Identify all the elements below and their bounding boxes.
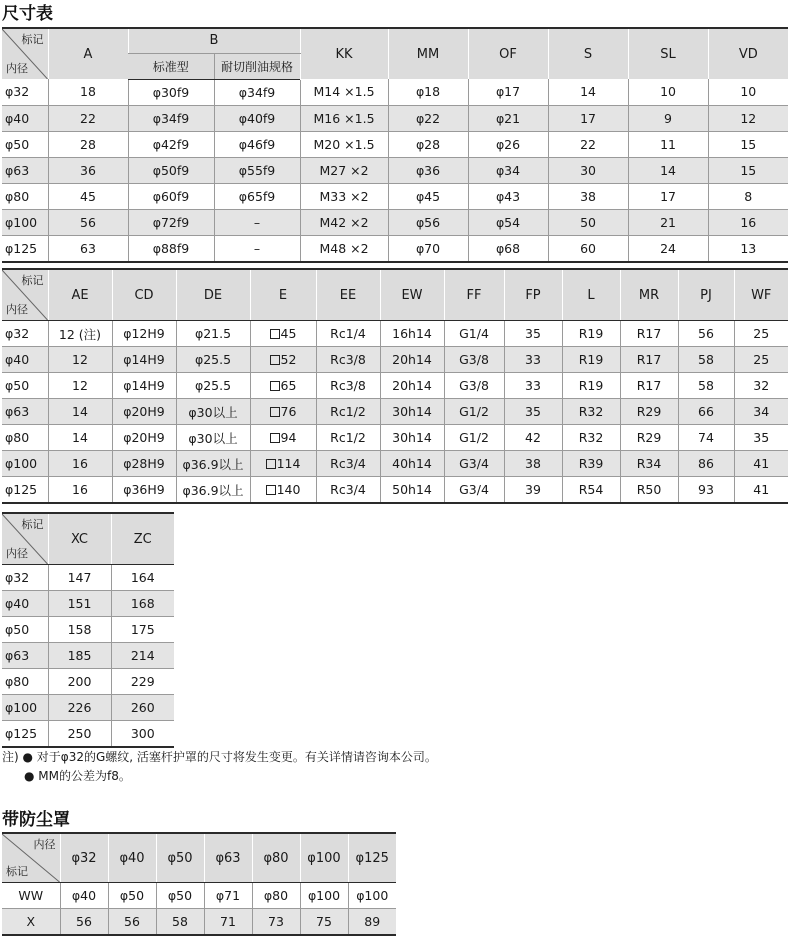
cell-value: 65 xyxy=(280,378,297,393)
row-label: φ125 xyxy=(2,721,48,748)
row-label: φ32 xyxy=(2,565,48,591)
table-cell: 41 xyxy=(734,451,788,477)
table-row xyxy=(2,235,788,262)
table-cell: 12 xyxy=(708,105,788,131)
cell-value: 52 xyxy=(280,352,297,367)
table-row xyxy=(2,157,788,183)
dimension-table-3 xyxy=(2,512,174,748)
table-cell: 35 xyxy=(504,321,562,347)
table-cell: 175 xyxy=(111,617,174,643)
table-cell: G3/4 xyxy=(444,451,504,477)
table-row xyxy=(2,105,788,131)
table-cell xyxy=(250,347,316,373)
table-cell: 12 xyxy=(48,347,112,373)
dimension-table-1 xyxy=(2,27,788,263)
table-cell: 25 xyxy=(734,347,788,373)
table-cell: G3/4 xyxy=(444,477,504,504)
table-cell: Rc3/4 xyxy=(316,477,380,504)
col-header-VD: VD xyxy=(708,28,788,79)
table-cell: 200 xyxy=(48,669,111,695)
table-cell: 10 xyxy=(708,79,788,105)
col-header-bore-80: φ80 xyxy=(252,833,300,883)
col-header-MR: MR xyxy=(620,269,678,321)
table-row xyxy=(2,617,174,643)
table-cell: M42 ×2 xyxy=(300,209,388,235)
table-cell: R32 xyxy=(562,425,620,451)
table-cell: 30 xyxy=(548,157,628,183)
table-cell: 151 xyxy=(48,591,111,617)
table-cell: φ30以上 xyxy=(176,425,250,451)
table-cell: 14 xyxy=(548,79,628,105)
table-cell: 13 xyxy=(708,235,788,262)
table-cell: 17 xyxy=(548,105,628,131)
corner-bore-label: 内径 xyxy=(33,838,56,851)
table-row xyxy=(2,565,174,591)
table-cell: φ34 xyxy=(468,157,548,183)
table-cell: R19 xyxy=(562,373,620,399)
col-header-bore-50: φ50 xyxy=(156,833,204,883)
dust-cover-table xyxy=(2,832,396,936)
square-icon xyxy=(270,381,280,391)
col-header-B: B xyxy=(128,28,300,53)
row-label: φ32 xyxy=(2,321,48,347)
table-row xyxy=(2,721,174,748)
table-cell: φ42f9 xyxy=(128,131,214,157)
table-cell: 9 xyxy=(628,105,708,131)
row-label: φ63 xyxy=(2,643,48,669)
table-cell: 20h14 xyxy=(380,347,444,373)
row-label: X xyxy=(2,909,60,936)
row-label: φ40 xyxy=(2,591,48,617)
table-cell: 147 xyxy=(48,565,111,591)
square-icon xyxy=(266,459,276,469)
table-cell xyxy=(250,425,316,451)
row-label: φ63 xyxy=(2,157,48,183)
table-cell: 63 xyxy=(48,235,128,262)
table-cell: R39 xyxy=(562,451,620,477)
table-cell: 226 xyxy=(48,695,111,721)
col-header-bore-40: φ40 xyxy=(108,833,156,883)
table-cell: – xyxy=(214,209,300,235)
corner-mark-label: 标记 xyxy=(21,518,44,531)
table-cell xyxy=(250,477,316,504)
cell-value: 45 xyxy=(280,326,297,341)
corner-mark-label: 标记 xyxy=(21,274,44,287)
table-cell: 73 xyxy=(252,909,300,936)
row-label: φ100 xyxy=(2,695,48,721)
table-cell: 32 xyxy=(734,373,788,399)
table-cell: R17 xyxy=(620,321,678,347)
table-cell: φ100 xyxy=(348,883,396,909)
table-cell: 164 xyxy=(111,565,174,591)
table-cell: M27 ×2 xyxy=(300,157,388,183)
table-cell: 10 xyxy=(628,79,708,105)
col-header-bore-100: φ100 xyxy=(300,833,348,883)
table-cell: R19 xyxy=(562,347,620,373)
table-cell: φ14H9 xyxy=(112,373,176,399)
table-cell: 18 xyxy=(48,79,128,105)
table-cell: φ56 xyxy=(388,209,468,235)
row-label: φ80 xyxy=(2,669,48,695)
row-label: φ50 xyxy=(2,373,48,399)
table-cell: φ88f9 xyxy=(128,235,214,262)
table-cell xyxy=(250,399,316,425)
table-cell: φ28H9 xyxy=(112,451,176,477)
table-cell: 50h14 xyxy=(380,477,444,504)
col-header-EE: EE xyxy=(316,269,380,321)
corner-cell xyxy=(2,269,48,321)
table-cell: 33 xyxy=(504,347,562,373)
col-header-bore-125: φ125 xyxy=(348,833,396,883)
col-header-bore-63: φ63 xyxy=(204,833,252,883)
dust-cover-title: 带防尘罩 xyxy=(2,810,70,830)
table-cell: φ40 xyxy=(60,883,108,909)
table-row xyxy=(2,909,396,936)
table-cell: 33 xyxy=(504,373,562,399)
table-cell: 16h14 xyxy=(380,321,444,347)
table-cell: 15 xyxy=(708,131,788,157)
table-cell: φ34f9 xyxy=(128,105,214,131)
table-cell: 93 xyxy=(678,477,734,504)
row-label: φ125 xyxy=(2,235,48,262)
table-cell: 30h14 xyxy=(380,425,444,451)
table-cell: φ80 xyxy=(252,883,300,909)
table-cell: φ25.5 xyxy=(176,373,250,399)
table-cell: φ54 xyxy=(468,209,548,235)
col-header-MM: MM xyxy=(388,28,468,79)
table-cell: φ68 xyxy=(468,235,548,262)
table-cell: φ34f9 xyxy=(214,79,300,105)
table-cell: 39 xyxy=(504,477,562,504)
table-cell: 89 xyxy=(348,909,396,936)
table-cell: φ100 xyxy=(300,883,348,909)
table-cell: 30h14 xyxy=(380,399,444,425)
table-row xyxy=(2,347,788,373)
table-cell: φ60f9 xyxy=(128,183,214,209)
table-cell: φ55f9 xyxy=(214,157,300,183)
table-row xyxy=(2,321,788,347)
table-cell: 71 xyxy=(204,909,252,936)
table-cell: 38 xyxy=(504,451,562,477)
col-header-OF: OF xyxy=(468,28,548,79)
table-cell: 41 xyxy=(734,477,788,504)
table-cell: G3/8 xyxy=(444,373,504,399)
table-cell xyxy=(250,451,316,477)
table-row xyxy=(2,425,788,451)
table-cell: 35 xyxy=(734,425,788,451)
table-cell: 50 xyxy=(548,209,628,235)
table-cell: φ30以上 xyxy=(176,399,250,425)
col-header-PJ: PJ xyxy=(678,269,734,321)
dimension-table-2 xyxy=(2,268,788,504)
row-label: φ40 xyxy=(2,105,48,131)
col-header-AE: AE xyxy=(48,269,112,321)
col-header-L: L xyxy=(562,269,620,321)
table-cell: 60 xyxy=(548,235,628,262)
table-cell: Rc1/2 xyxy=(316,399,380,425)
row-label: WW xyxy=(2,883,60,909)
table-cell: Rc3/8 xyxy=(316,347,380,373)
col-header-FP: FP xyxy=(504,269,562,321)
table-cell: 75 xyxy=(300,909,348,936)
col-header-FF: FF xyxy=(444,269,504,321)
table-row xyxy=(2,373,788,399)
table-cell: φ50 xyxy=(108,883,156,909)
table-cell: G3/8 xyxy=(444,347,504,373)
table-cell: φ43 xyxy=(468,183,548,209)
table-cell: φ14H9 xyxy=(112,347,176,373)
table-cell: φ45 xyxy=(388,183,468,209)
table-cell: 168 xyxy=(111,591,174,617)
table-cell: Rc3/4 xyxy=(316,451,380,477)
row-label: φ63 xyxy=(2,399,48,425)
table-cell: R17 xyxy=(620,347,678,373)
table-cell: 56 xyxy=(108,909,156,936)
table-cell: G1/4 xyxy=(444,321,504,347)
table-cell: 250 xyxy=(48,721,111,748)
table-cell: Rc1/2 xyxy=(316,425,380,451)
footnote-1: 注) ● 对于φ32的G螺纹, 活塞杆护罩的尺寸将发生变更。有关详情请咨询本公司。 xyxy=(2,750,437,764)
table-cell: 300 xyxy=(111,721,174,748)
table-cell: φ46f9 xyxy=(214,131,300,157)
corner-bore-label: 内径 xyxy=(6,547,28,560)
col-header-SL: SL xyxy=(628,28,708,79)
corner-mark-label: 标记 xyxy=(6,865,28,878)
row-label: φ80 xyxy=(2,425,48,451)
table-row xyxy=(2,591,174,617)
table-cell: 74 xyxy=(678,425,734,451)
table-cell: 16 xyxy=(708,209,788,235)
col-header-bore-32: φ32 xyxy=(60,833,108,883)
table-cell: 22 xyxy=(48,105,128,131)
table-cell: 25 xyxy=(734,321,788,347)
square-icon xyxy=(270,433,280,443)
footnote-2: ● MM的公差为f8。 xyxy=(24,769,131,783)
corner-mark-label: 标记 xyxy=(21,33,44,46)
table-cell: M33 ×2 xyxy=(300,183,388,209)
table-cell: 214 xyxy=(111,643,174,669)
table-cell: 58 xyxy=(156,909,204,936)
table-cell: 40h14 xyxy=(380,451,444,477)
table-cell: φ50 xyxy=(156,883,204,909)
table-cell: φ70 xyxy=(388,235,468,262)
page-title: 尺寸表 xyxy=(2,4,53,24)
table-cell: 185 xyxy=(48,643,111,669)
table-cell: 158 xyxy=(48,617,111,643)
table-cell: 35 xyxy=(504,399,562,425)
table-cell: 86 xyxy=(678,451,734,477)
col-header-DE: DE xyxy=(176,269,250,321)
table-cell: φ30f9 xyxy=(128,79,214,105)
table-cell: 14 xyxy=(48,399,112,425)
row-label: φ125 xyxy=(2,477,48,504)
table-cell: 56 xyxy=(60,909,108,936)
table-cell: 38 xyxy=(548,183,628,209)
row-label: φ100 xyxy=(2,209,48,235)
col-header-XC: XC xyxy=(48,513,111,565)
corner-cell xyxy=(2,28,48,79)
table-row xyxy=(2,643,174,669)
table-cell: φ36.9以上 xyxy=(176,477,250,504)
table-cell: 16 xyxy=(48,477,112,504)
table-row xyxy=(2,669,174,695)
table-cell: 11 xyxy=(628,131,708,157)
square-icon xyxy=(266,485,276,495)
table-cell: R29 xyxy=(620,399,678,425)
corner-bore-label: 内径 xyxy=(6,62,28,75)
table-cell: φ72f9 xyxy=(128,209,214,235)
table-cell: R19 xyxy=(562,321,620,347)
table-cell: 21 xyxy=(628,209,708,235)
cell-value: 114 xyxy=(276,456,301,471)
table-cell: R34 xyxy=(620,451,678,477)
table-cell: φ21 xyxy=(468,105,548,131)
table-cell: φ36 xyxy=(388,157,468,183)
row-label: φ50 xyxy=(2,617,48,643)
table-cell: R29 xyxy=(620,425,678,451)
col-header-CD: CD xyxy=(112,269,176,321)
table-cell: R17 xyxy=(620,373,678,399)
table-cell: R32 xyxy=(562,399,620,425)
table-cell: 15 xyxy=(708,157,788,183)
table-cell: G1/2 xyxy=(444,425,504,451)
table-cell: Rc3/8 xyxy=(316,373,380,399)
table-cell: 16 xyxy=(48,451,112,477)
table-row xyxy=(2,477,788,504)
table-cell: 58 xyxy=(678,373,734,399)
col-header-WF: WF xyxy=(734,269,788,321)
table-cell: 20h14 xyxy=(380,373,444,399)
table-cell: 22 xyxy=(548,131,628,157)
row-label: φ32 xyxy=(2,79,48,105)
col-header-B-cutting-oil: 耐切削油规格 xyxy=(214,53,300,79)
col-header-ZC: ZC xyxy=(111,513,174,565)
table-cell: M16 ×1.5 xyxy=(300,105,388,131)
table-cell: φ17 xyxy=(468,79,548,105)
table-cell: φ18 xyxy=(388,79,468,105)
table-cell: M48 ×2 xyxy=(300,235,388,262)
table-cell: 28 xyxy=(48,131,128,157)
table-cell: φ40f9 xyxy=(214,105,300,131)
table-cell: – xyxy=(214,235,300,262)
col-header-KK: KK xyxy=(300,28,388,79)
table-cell: M14 ×1.5 xyxy=(300,79,388,105)
table-cell: 14 xyxy=(628,157,708,183)
table-row xyxy=(2,183,788,209)
col-header-B-standard: 标准型 xyxy=(128,53,214,79)
col-header-EW: EW xyxy=(380,269,444,321)
table-cell: 58 xyxy=(678,347,734,373)
table-cell: 12 (注) xyxy=(48,321,112,347)
table-cell: 56 xyxy=(678,321,734,347)
table-cell: 66 xyxy=(678,399,734,425)
table-cell: 42 xyxy=(504,425,562,451)
square-icon xyxy=(270,407,280,417)
table-cell: 260 xyxy=(111,695,174,721)
table-cell xyxy=(250,373,316,399)
cell-value: 76 xyxy=(280,404,297,419)
square-icon xyxy=(270,355,280,365)
table-cell: φ71 xyxy=(204,883,252,909)
table-cell: 17 xyxy=(628,183,708,209)
col-header-S: S xyxy=(548,28,628,79)
table-cell: φ36.9以上 xyxy=(176,451,250,477)
table-cell: φ65f9 xyxy=(214,183,300,209)
table-cell: φ25.5 xyxy=(176,347,250,373)
table-cell: 8 xyxy=(708,183,788,209)
table-cell: R54 xyxy=(562,477,620,504)
row-label: φ50 xyxy=(2,131,48,157)
square-icon xyxy=(270,329,280,339)
table-cell: φ20H9 xyxy=(112,425,176,451)
corner-cell xyxy=(2,833,60,883)
table-cell: 34 xyxy=(734,399,788,425)
corner-bore-label: 内径 xyxy=(6,303,28,316)
row-label: φ40 xyxy=(2,347,48,373)
table-cell: Rc1/4 xyxy=(316,321,380,347)
table-cell: M20 ×1.5 xyxy=(300,131,388,157)
table-cell: 36 xyxy=(48,157,128,183)
table-row xyxy=(2,131,788,157)
table-cell: φ28 xyxy=(388,131,468,157)
cell-value: 140 xyxy=(276,482,301,497)
table-row xyxy=(2,399,788,425)
table-cell: φ21.5 xyxy=(176,321,250,347)
table-cell: 229 xyxy=(111,669,174,695)
table-cell: φ36H9 xyxy=(112,477,176,504)
table-cell: φ12H9 xyxy=(112,321,176,347)
table-cell: R50 xyxy=(620,477,678,504)
table-cell: 12 xyxy=(48,373,112,399)
table-cell: 45 xyxy=(48,183,128,209)
table-cell: 56 xyxy=(48,209,128,235)
table-row xyxy=(2,451,788,477)
table-cell: φ50f9 xyxy=(128,157,214,183)
table-cell: 24 xyxy=(628,235,708,262)
row-label: φ80 xyxy=(2,183,48,209)
row-label: φ100 xyxy=(2,451,48,477)
table-cell: φ26 xyxy=(468,131,548,157)
table-row xyxy=(2,79,788,105)
footnotes xyxy=(2,748,437,786)
cell-value: 94 xyxy=(280,430,297,445)
col-header-E: E xyxy=(250,269,316,321)
table-cell: φ20H9 xyxy=(112,399,176,425)
table-row xyxy=(2,209,788,235)
corner-cell xyxy=(2,513,48,565)
table-cell: G1/2 xyxy=(444,399,504,425)
col-header-A: A xyxy=(48,28,128,79)
table-cell xyxy=(250,321,316,347)
table-cell: φ22 xyxy=(388,105,468,131)
table-row xyxy=(2,883,396,909)
table-cell: 14 xyxy=(48,425,112,451)
table-row xyxy=(2,695,174,721)
